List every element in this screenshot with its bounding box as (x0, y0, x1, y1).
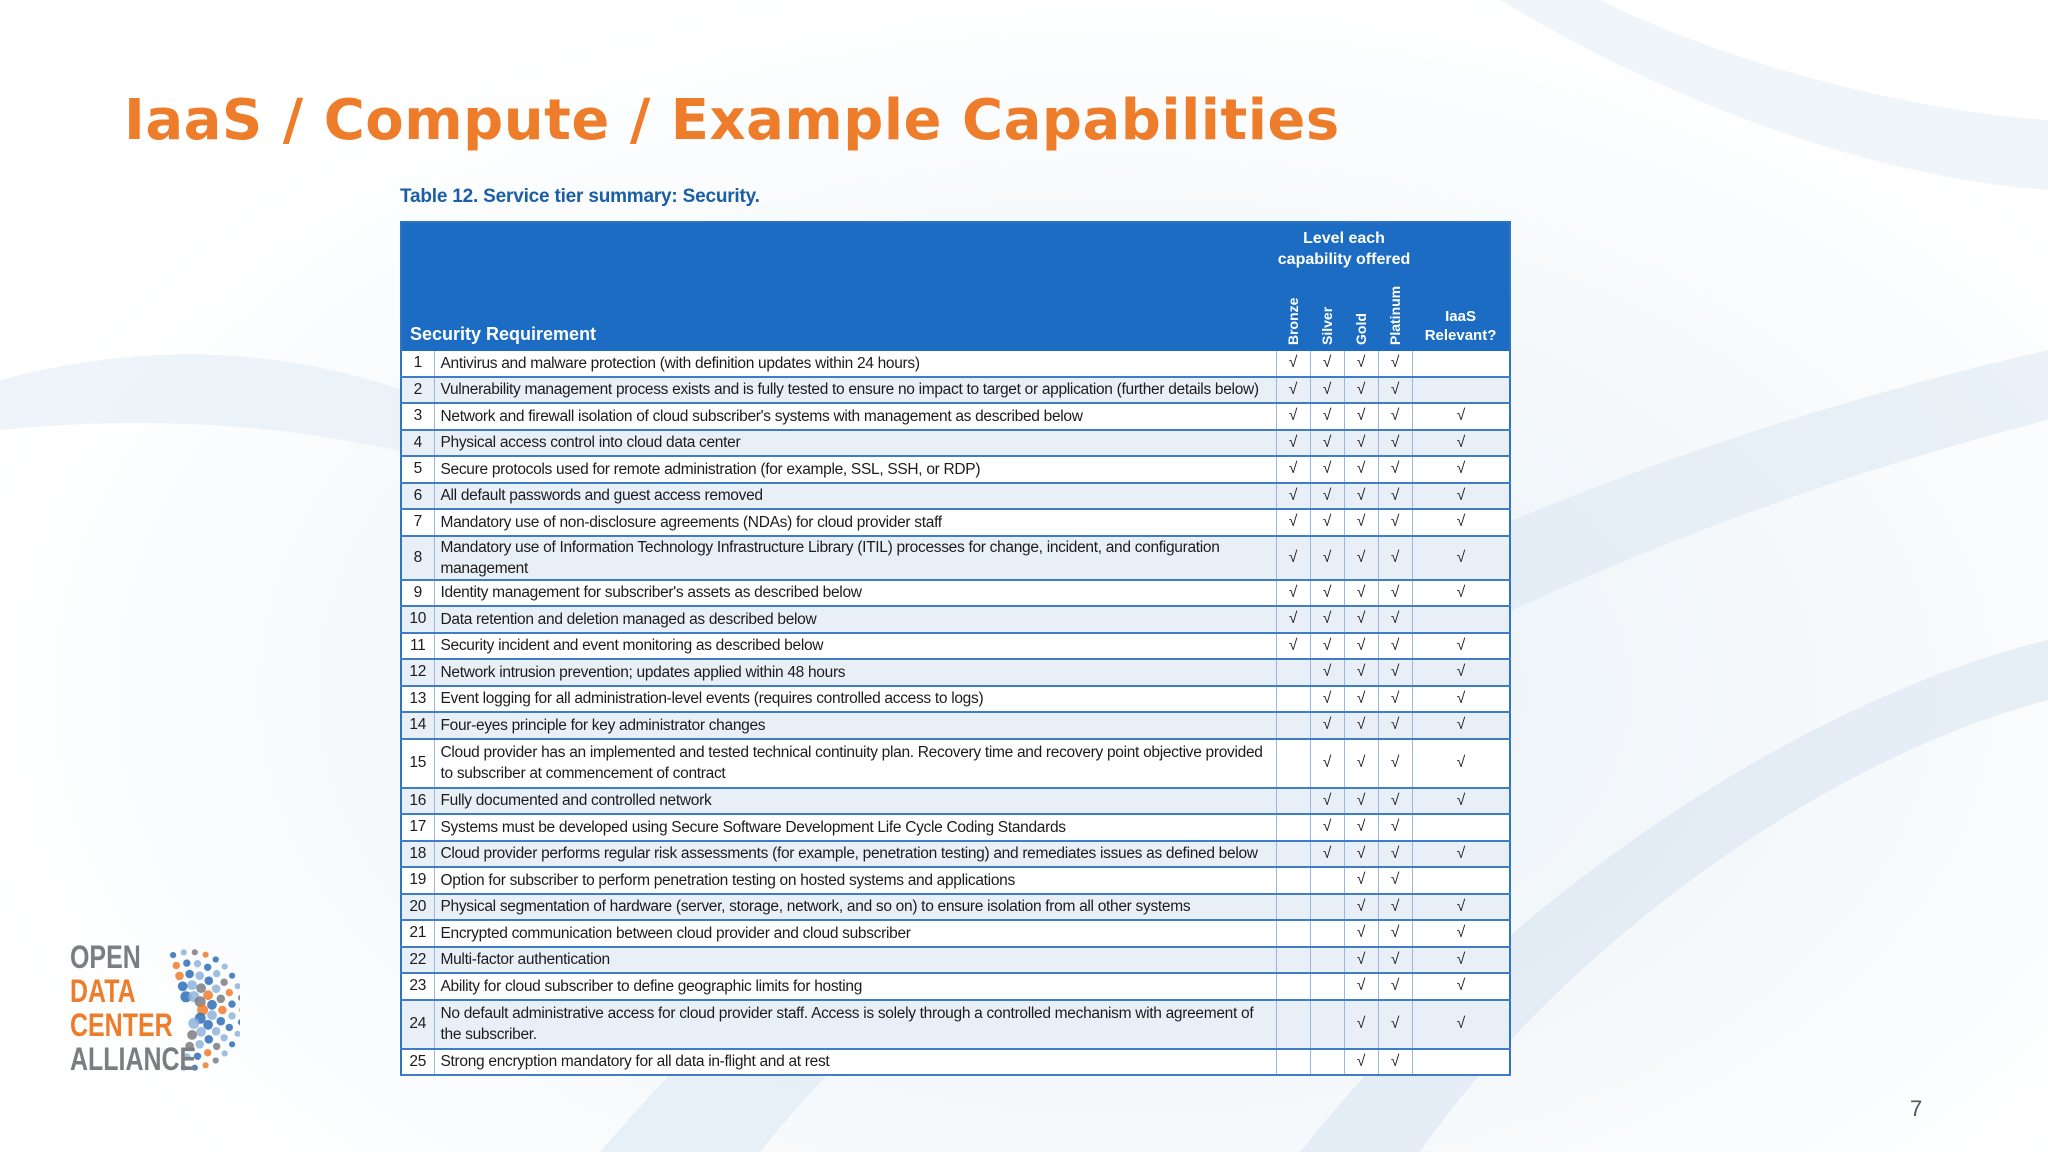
silver-check (1310, 867, 1344, 894)
table-row (401, 351, 1510, 377)
row-number: 19 (401, 867, 434, 894)
bronze-check (1276, 739, 1310, 788)
bronze-check (1276, 867, 1310, 894)
iaas-relevant-check: √ (1412, 536, 1510, 580)
table-row (401, 867, 1510, 894)
silver-check (1310, 1000, 1344, 1049)
table-row (401, 606, 1510, 633)
bronze-check (1276, 1000, 1310, 1049)
platinum-check: √ (1378, 894, 1412, 921)
table-row (401, 788, 1510, 815)
platinum-check: √ (1378, 973, 1412, 1000)
row-number: 18 (401, 841, 434, 868)
silver-check: √ (1310, 814, 1344, 841)
gold-check: √ (1344, 1049, 1378, 1076)
silver-check: √ (1310, 430, 1344, 457)
level-offered-header (1276, 222, 1412, 275)
row-number: 1 (401, 351, 434, 377)
requirement-text: Option for subscriber to perform penetration testing on hosted systems and applications (434, 867, 1276, 894)
bronze-check: √ (1276, 351, 1310, 377)
gold-check: √ (1344, 377, 1378, 404)
logo-dot (207, 1000, 217, 1010)
tier-label-bronze: Bronze (1285, 297, 1301, 345)
gold-check: √ (1344, 659, 1378, 686)
iaas-relevant-header (1412, 275, 1510, 351)
gold-check: √ (1344, 712, 1378, 739)
platinum-check: √ (1378, 377, 1412, 404)
iaas-relevant-check (1412, 351, 1510, 377)
gold-check: √ (1344, 788, 1378, 815)
iaas-relevant-check: √ (1412, 509, 1510, 536)
security-tier-table (400, 221, 1511, 1076)
platinum-check: √ (1378, 712, 1412, 739)
table-row (401, 403, 1510, 430)
platinum-check: √ (1378, 509, 1412, 536)
silver-check: √ (1310, 841, 1344, 868)
bronze-check: √ (1276, 580, 1310, 607)
row-number: 10 (401, 606, 434, 633)
requirement-text: Ability for cloud subscriber to define geographic limits for hosting (434, 973, 1276, 1000)
bronze-check: √ (1276, 536, 1310, 580)
table-row (401, 430, 1510, 457)
logo-dot (228, 1012, 235, 1019)
silver-check (1310, 947, 1344, 974)
requirement-text: Cloud provider performs regular risk assessments (for example, penetration testing) and remediates issues as defined below (434, 841, 1276, 868)
iaas-relevant-check: √ (1412, 973, 1510, 1000)
row-number: 12 (401, 659, 434, 686)
logo-dot (228, 1000, 235, 1007)
table-row (401, 1049, 1510, 1076)
row-number: 8 (401, 536, 434, 580)
table-row (401, 483, 1510, 510)
logo-dot (195, 971, 204, 980)
silver-check: √ (1310, 633, 1344, 660)
table-row (401, 509, 1510, 536)
logo-text (70, 940, 196, 1076)
page-number: 7 (1910, 1096, 1923, 1121)
requirement-text: Data retention and deletion managed as described below (434, 606, 1276, 633)
row-number: 21 (401, 920, 434, 947)
requirement-text: Physical segmentation of hardware (server, storage, network, and so on) to ensure isolation from all other systems (434, 894, 1276, 921)
platinum-check: √ (1378, 456, 1412, 483)
gold-check: √ (1344, 403, 1378, 430)
open-data-center-alliance-logo (70, 940, 240, 1085)
silver-check (1310, 1049, 1344, 1076)
table-row (401, 536, 1510, 580)
gold-check: √ (1344, 633, 1378, 660)
iaas-relevant-check: √ (1412, 947, 1510, 974)
silver-check (1310, 894, 1344, 921)
silver-check: √ (1310, 403, 1344, 430)
gold-check: √ (1344, 536, 1378, 580)
logo-dot (212, 984, 221, 993)
platinum-check: √ (1378, 814, 1412, 841)
iaas-relevant-check: √ (1412, 788, 1510, 815)
slide-title: IaaS / Compute / Example Capabilities (124, 88, 1340, 153)
requirement-header: Security Requirement (401, 275, 1276, 351)
logo-dot (203, 990, 213, 1000)
logo-dot (204, 1049, 211, 1056)
requirement-text: No default administrative access for cloud provider staff. Access is solely through a controlled mechanism with agreement of the subscriber. (434, 1000, 1276, 1049)
silver-check (1310, 973, 1344, 1000)
platinum-check: √ (1378, 430, 1412, 457)
logo-dot (235, 1031, 241, 1037)
iaas-relevant-check (1412, 377, 1510, 404)
requirement-text: Event logging for all administration-level events (requires controlled access to logs) (434, 686, 1276, 713)
table-row (401, 814, 1510, 841)
row-number: 25 (401, 1049, 434, 1076)
iaas-relevant-check: √ (1412, 580, 1510, 607)
table-row (401, 456, 1510, 483)
gold-check: √ (1344, 920, 1378, 947)
platinum-check: √ (1378, 606, 1412, 633)
bronze-check: √ (1276, 509, 1310, 536)
requirement-text: Antivirus and malware protection (with definition updates within 24 hours) (434, 351, 1276, 377)
logo-dot (220, 1034, 227, 1041)
bronze-check (1276, 894, 1310, 921)
bronze-check: √ (1276, 606, 1310, 633)
table-row (401, 1000, 1510, 1049)
relevant-header-line2: Relevant? (1424, 327, 1497, 344)
requirement-text: Network and firewall isolation of cloud subscriber's systems with management as described below (434, 403, 1276, 430)
iaas-relevant-check (1412, 1049, 1510, 1076)
logo-dot (229, 973, 235, 979)
requirement-text: Four-eyes principle for key administrator changes (434, 712, 1276, 739)
iaas-relevant-check: √ (1412, 403, 1510, 430)
row-number: 5 (401, 456, 434, 483)
row-number: 20 (401, 894, 434, 921)
row-number: 24 (401, 1000, 434, 1049)
logo-dot (213, 1057, 219, 1063)
iaas-relevant-check (1412, 814, 1510, 841)
row-number: 15 (401, 739, 434, 788)
bronze-check: √ (1276, 377, 1310, 404)
table-row (401, 739, 1510, 788)
table-header-row-2 (401, 275, 1510, 351)
platinum-check: √ (1378, 739, 1412, 788)
logo-dot (222, 964, 228, 970)
table-row (401, 580, 1510, 607)
bronze-check: √ (1276, 403, 1310, 430)
requirement-text: Fully documented and controlled network (434, 788, 1276, 815)
iaas-relevant-check: √ (1412, 483, 1510, 510)
iaas-relevant-check: √ (1412, 920, 1510, 947)
platinum-check: √ (1378, 841, 1412, 868)
gold-check: √ (1344, 1000, 1378, 1049)
bronze-check (1276, 947, 1310, 974)
iaas-relevant-check: √ (1412, 659, 1510, 686)
gold-check: √ (1344, 867, 1378, 894)
silver-check: √ (1310, 788, 1344, 815)
bronze-check: √ (1276, 430, 1310, 457)
bronze-check (1276, 814, 1310, 841)
gold-check: √ (1344, 894, 1378, 921)
logo-dot (195, 1040, 204, 1049)
silver-check: √ (1310, 351, 1344, 377)
silver-check: √ (1310, 659, 1344, 686)
iaas-relevant-check: √ (1412, 841, 1510, 868)
table-row (401, 894, 1510, 921)
tier-header-bronze (1276, 275, 1310, 351)
requirement-text: Cloud provider has an implemented and tested technical continuity plan. Recovery time and recovery point objective provided to subscriber at commencement of contract (434, 739, 1276, 788)
row-number: 3 (401, 403, 434, 430)
iaas-relevant-check: √ (1412, 633, 1510, 660)
logo-dot (203, 1020, 213, 1030)
iaas-relevant-check: √ (1412, 712, 1510, 739)
table-row (401, 973, 1510, 1000)
platinum-check: √ (1378, 920, 1412, 947)
gold-check: √ (1344, 973, 1378, 1000)
logo-dot (229, 1041, 235, 1047)
silver-check: √ (1310, 536, 1344, 580)
requirement-text: Network intrusion prevention; updates applied within 48 hours (434, 659, 1276, 686)
iaas-relevant-check: √ (1412, 1000, 1510, 1049)
logo-dot (212, 1027, 221, 1036)
header-spacer-right (1412, 222, 1510, 275)
gold-check: √ (1344, 841, 1378, 868)
silver-check: √ (1310, 686, 1344, 713)
logo-dot (213, 970, 220, 977)
silver-check: √ (1310, 377, 1344, 404)
gold-check: √ (1344, 483, 1378, 510)
platinum-check: √ (1378, 403, 1412, 430)
logo-dot (235, 983, 241, 989)
logo-dot (213, 956, 219, 962)
row-number: 7 (401, 509, 434, 536)
requirement-text: Mandatory use of non-disclosure agreements (NDAs) for cloud provider staff (434, 509, 1276, 536)
iaas-relevant-check: √ (1412, 430, 1510, 457)
table-row (401, 686, 1510, 713)
tier-label-gold: Gold (1353, 313, 1369, 345)
platinum-check: √ (1378, 947, 1412, 974)
relevant-header-line1: IaaS (1445, 308, 1476, 325)
platinum-check: √ (1378, 633, 1412, 660)
logo-dot (217, 995, 226, 1004)
bronze-check (1276, 659, 1310, 686)
logo-line-data: DATA (70, 973, 136, 1009)
logo-dot (238, 995, 240, 1001)
silver-check: √ (1310, 712, 1344, 739)
logo-dot (205, 976, 214, 985)
requirement-text: Strong encryption mandatory for all data in-flight and at rest (434, 1049, 1276, 1076)
logo-line-alliance: ALLIANCE (70, 1041, 197, 1077)
gold-check: √ (1344, 686, 1378, 713)
platinum-check: √ (1378, 580, 1412, 607)
requirement-text: Vulnerability management process exists and is fully tested to ensure no impact to target or application (further details below) (434, 377, 1276, 404)
table-row (401, 659, 1510, 686)
logo-dot (213, 1043, 220, 1050)
row-number: 6 (401, 483, 434, 510)
bronze-check (1276, 788, 1310, 815)
logo-dot (203, 952, 209, 958)
iaas-relevant-check: √ (1412, 894, 1510, 921)
logo-dot (196, 983, 206, 993)
platinum-check: √ (1378, 351, 1412, 377)
silver-check: √ (1310, 483, 1344, 510)
bronze-check: √ (1276, 633, 1310, 660)
level-header-line2: capability offered (1277, 251, 1411, 268)
logo-dot (217, 1017, 226, 1026)
requirement-text: Identity management for subscriber's assets as described below (434, 580, 1276, 607)
gold-check: √ (1344, 509, 1378, 536)
logo-dot (218, 1006, 227, 1015)
silver-check (1310, 920, 1344, 947)
logo-line-center: CENTER (70, 1007, 173, 1043)
tier-header-silver (1310, 275, 1344, 351)
table-caption: Table 12. Service tier summary: Security. (400, 186, 760, 207)
logo-dot (205, 1035, 214, 1044)
bronze-check: √ (1276, 483, 1310, 510)
platinum-check: √ (1378, 867, 1412, 894)
gold-check: √ (1344, 456, 1378, 483)
level-header-line1: Level each (1303, 230, 1385, 247)
logo-dot (226, 1024, 233, 1031)
header-spacer (401, 222, 1276, 275)
bronze-check (1276, 712, 1310, 739)
requirement-text: Multi-factor authentication (434, 947, 1276, 974)
table-row (401, 712, 1510, 739)
bronze-check: √ (1276, 456, 1310, 483)
logo-dot (239, 1007, 240, 1013)
iaas-relevant-check (1412, 867, 1510, 894)
logo-dot (220, 979, 227, 986)
platinum-check: √ (1378, 483, 1412, 510)
requirement-text: Physical access control into cloud data center (434, 430, 1276, 457)
bronze-check (1276, 920, 1310, 947)
silver-check: √ (1310, 606, 1344, 633)
silver-check: √ (1310, 580, 1344, 607)
tier-label-silver: Silver (1319, 306, 1335, 345)
requirement-text: All default passwords and guest access removed (434, 483, 1276, 510)
gold-check: √ (1344, 947, 1378, 974)
iaas-relevant-check: √ (1412, 456, 1510, 483)
table-row (401, 841, 1510, 868)
requirement-text: Systems must be developed using Secure Software Development Life Cycle Coding Standards (434, 814, 1276, 841)
tier-header-gold (1344, 275, 1378, 351)
gold-check: √ (1344, 814, 1378, 841)
silver-check: √ (1310, 509, 1344, 536)
row-number: 16 (401, 788, 434, 815)
logo-dot (222, 1050, 228, 1056)
logo-dot (196, 1027, 206, 1037)
logo-dot (226, 989, 233, 996)
requirement-text: Secure protocols used for remote administration (for example, SSL, SSH, or RDP) (434, 456, 1276, 483)
platinum-check: √ (1378, 536, 1412, 580)
silver-check: √ (1310, 739, 1344, 788)
tier-header-platinum (1378, 275, 1412, 351)
requirement-text: Security incident and event monitoring as described below (434, 633, 1276, 660)
table-row (401, 920, 1510, 947)
row-number: 22 (401, 947, 434, 974)
bronze-check (1276, 973, 1310, 1000)
bronze-check (1276, 1049, 1310, 1076)
silver-check: √ (1310, 456, 1344, 483)
platinum-check: √ (1378, 1000, 1412, 1049)
requirement-text: Mandatory use of Information Technology Infrastructure Library (ITIL) processes for change, incident, and configuration management (434, 536, 1276, 580)
iaas-relevant-check: √ (1412, 739, 1510, 788)
bronze-check (1276, 686, 1310, 713)
row-number: 14 (401, 712, 434, 739)
logo-dot (207, 1010, 217, 1020)
platinum-check: √ (1378, 686, 1412, 713)
logo-line-open: OPEN (70, 939, 141, 975)
platinum-check: √ (1378, 788, 1412, 815)
row-number: 17 (401, 814, 434, 841)
table-body (401, 351, 1510, 1075)
bronze-check (1276, 841, 1310, 868)
gold-check: √ (1344, 351, 1378, 377)
gold-check: √ (1344, 739, 1378, 788)
table-header-row-1 (401, 222, 1510, 275)
platinum-check: √ (1378, 1049, 1412, 1076)
row-number: 4 (401, 430, 434, 457)
logo-dot (238, 1019, 240, 1025)
gold-check: √ (1344, 430, 1378, 457)
row-number: 9 (401, 580, 434, 607)
iaas-relevant-check (1412, 606, 1510, 633)
row-number: 13 (401, 686, 434, 713)
logo-dot (203, 1062, 209, 1068)
row-number: 2 (401, 377, 434, 404)
requirement-text: Encrypted communication between cloud provider and cloud subscriber (434, 920, 1276, 947)
table-row (401, 947, 1510, 974)
row-number: 11 (401, 633, 434, 660)
gold-check: √ (1344, 606, 1378, 633)
gold-check: √ (1344, 580, 1378, 607)
iaas-relevant-check: √ (1412, 686, 1510, 713)
row-number: 23 (401, 973, 434, 1000)
tier-label-platinum: Platinum (1387, 285, 1404, 345)
logo-dot (204, 964, 211, 971)
table-row (401, 633, 1510, 660)
table-row (401, 377, 1510, 404)
platinum-check: √ (1378, 659, 1412, 686)
